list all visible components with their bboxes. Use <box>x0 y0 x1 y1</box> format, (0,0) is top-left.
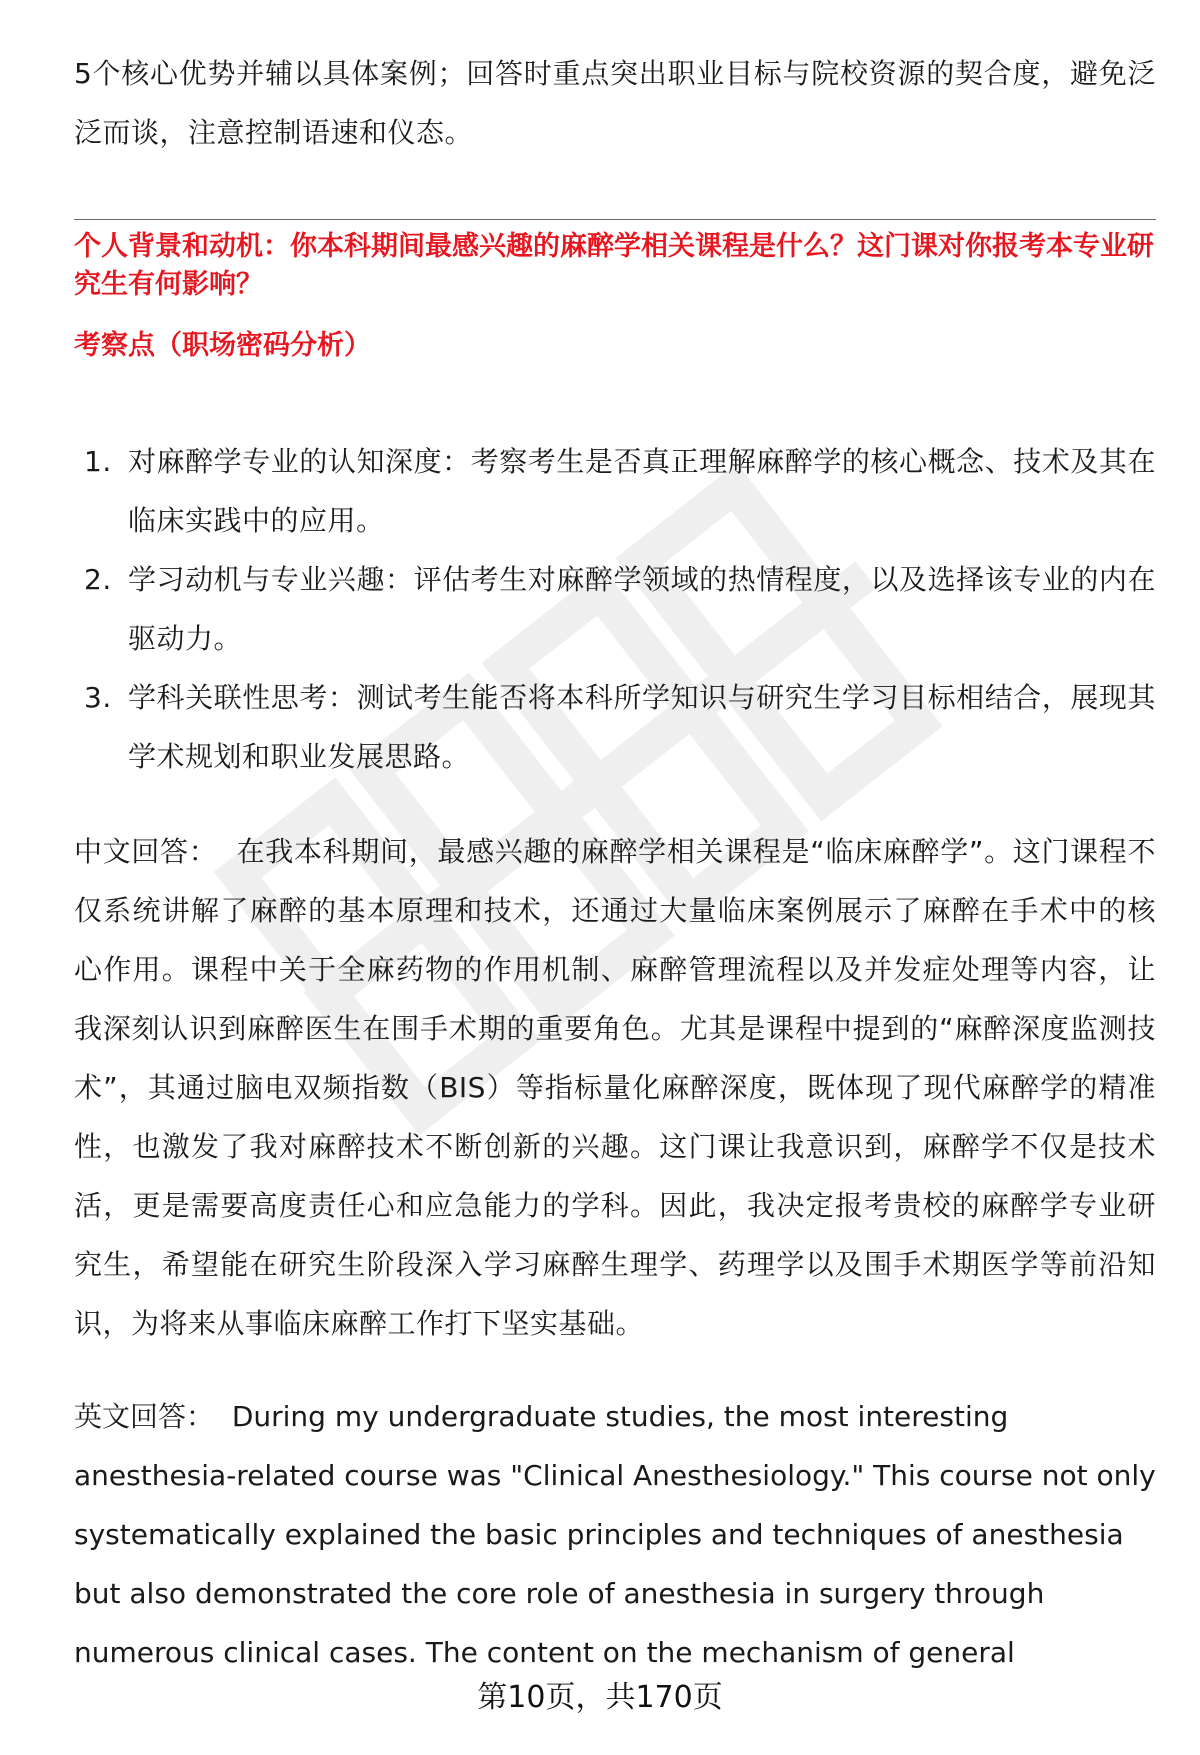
answer-english <box>74 1387 1156 1682</box>
answer-english-text: During my undergraduate studies, the most interesting anesthesia-related course was "Clinical Anesthesiology." This course not only systematically explained the basic principles and techniques of anesthesia but also demonstrated the core role of anesthesia in surgery through numerous clinical cases. The content on the mechanism of general <box>74 1400 1156 1669</box>
analysis-point <box>74 668 1156 786</box>
analysis-point-list <box>74 432 1156 786</box>
intro-paragraph: 5个核心优势并辅以具体案例；回答时重点突出职业目标与院校资源的契合度，避免泛泛而谈，注意控制语速和仪态。 <box>74 57 1156 149</box>
analysis-heading: 考察点（职场密码分析） <box>74 330 371 361</box>
analysis-point <box>74 550 1156 668</box>
point-number: 1. <box>84 445 112 478</box>
page-footer: 第10页，共170页 <box>477 1680 723 1715</box>
point-text: 对麻醉学专业的认知深度：考察考生是否真正理解麻醉学的核心概念、技术及其在临床实践中的应用。 <box>128 445 1156 537</box>
point-number: 2. <box>84 563 112 596</box>
point-number: 3. <box>84 681 112 714</box>
point-text: 学科关联性思考：测试考生能否将本科所学知识与研究生学习目标相结合，展现其学术规划和职业发展思路。 <box>128 681 1156 773</box>
answer-chinese-text: 在我本科期间，最感兴趣的麻醉学相关课程是“临床麻醉学”。这门课程不仅系统讲解了麻醉的基本原理和技术，还通过大量临床案例展示了麻醉在手术中的核心作用。课程中关于全麻药物的作用机制、麻醉管理流程以及并发症处理等内容，让我深刻认识到麻醉医生在围手术期的重要角色。尤其是课程中提到的“麻醉深度监测技术”，其通过脑电双频指数（BIS）等指标量化麻醉深度，既体现了现代麻醉学的精准性，也激发了我对麻醉技术不断创新的兴趣。这门课让我意识到，麻醉学不仅是技术活，更是需要高度责任心和应急能力的学科。因此，我决定报考贵校的麻醉学专业研究生，希望能在研究生阶段深入学习麻醉生理学、药理学以及围手术期医学等前沿知识，为将来从事临床麻醉工作打下坚实基础。 <box>74 835 1156 1340</box>
point-text: 学习动机与专业兴趣：评估考生对麻醉学领域的热情程度，以及选择该专业的内在驱动力。 <box>128 563 1156 655</box>
analysis-point <box>74 432 1156 550</box>
answer-chinese-label: 中文回答： <box>74 835 218 868</box>
question-heading: 个人背景和动机：你本科期间最感兴趣的麻醉学相关课程是什么？这门课对你报考本专业研究生有何影响？ <box>74 231 1154 300</box>
answer-english-label: 英文回答： <box>74 1400 215 1433</box>
section-divider <box>74 219 1156 220</box>
answer-chinese <box>74 822 1156 1353</box>
